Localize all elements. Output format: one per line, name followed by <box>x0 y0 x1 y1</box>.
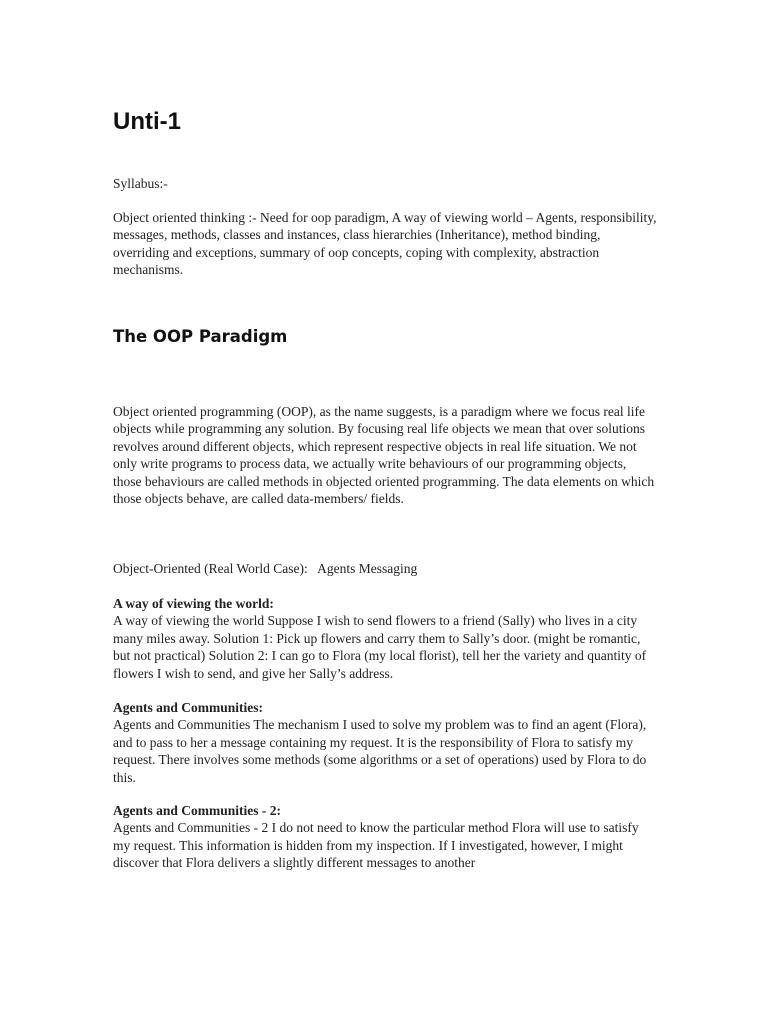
real-world-case-line: Object-Oriented (Real World Case): Agents Messaging <box>113 561 418 576</box>
syllabus-label: Syllabus:- <box>113 176 168 191</box>
viewing-world-title: A way of viewing the world: <box>113 596 274 611</box>
viewing-world-body: A way of viewing the world Suppose I wish to send flowers to a friend (Sally) who lives in a city many miles away. Solution 1: Pick up flowers and carry them to Sally’s door. (might be romantic, but not practical) Solution 2: I can go to Flora (my local florist), tell her the variety and quantity of flowers I wish to send, and give her Sally’s address. <box>113 613 647 681</box>
agents-communities-body: Agents and Communities The mechanism I used to solve my problem was to find an agent (Flora), and to pass to her a message containing my request. It is the responsibility of Flora to satisfy my request. There involves some methods (some algorithms or a set of operations) used by Flora to do this. <box>113 717 647 785</box>
unit-title: Unti-1 <box>113 108 181 135</box>
agents-communities-title: Agents and Communities: <box>113 700 264 715</box>
agents-communities-2-body: Agents and Communities - 2 I do not need to know the particular method Flora will use to satisfy my request. This information is hidden from my inspection. If I investigated, however, I might discover that Flora delivers a slightly different messages to another <box>113 820 639 871</box>
viewing-world-section <box>113 595 658 682</box>
section-heading: The OOP Paradigm <box>113 327 288 346</box>
intro-paragraph: Object oriented programming (OOP), as the name suggests, is a paradigm where we focus real life objects while programming any solution. By focusing real life objects we mean that over solutions revolves around different objects, which represent respective objects in real life situation. We not only write programs to process data, we actually write behaviours of our programming objects, those behaviours are called methods in objected oriented programming. The data elements on which those objects behave, are called data-members/ fields. <box>113 404 655 507</box>
syllabus-text: Object oriented thinking :- Need for oop paradigm, A way of viewing world – Agents, responsibility, messages, methods, classes and instances, class hierarchies (Inheritance), method binding, overriding and exceptions, summary of oop concepts, coping with complexity, abstraction mechanisms. <box>113 210 657 278</box>
agents-communities-section <box>113 699 658 786</box>
agents-communities-2-section <box>113 802 658 872</box>
agents-communities-2-title: Agents and Communities - 2: <box>113 803 282 818</box>
